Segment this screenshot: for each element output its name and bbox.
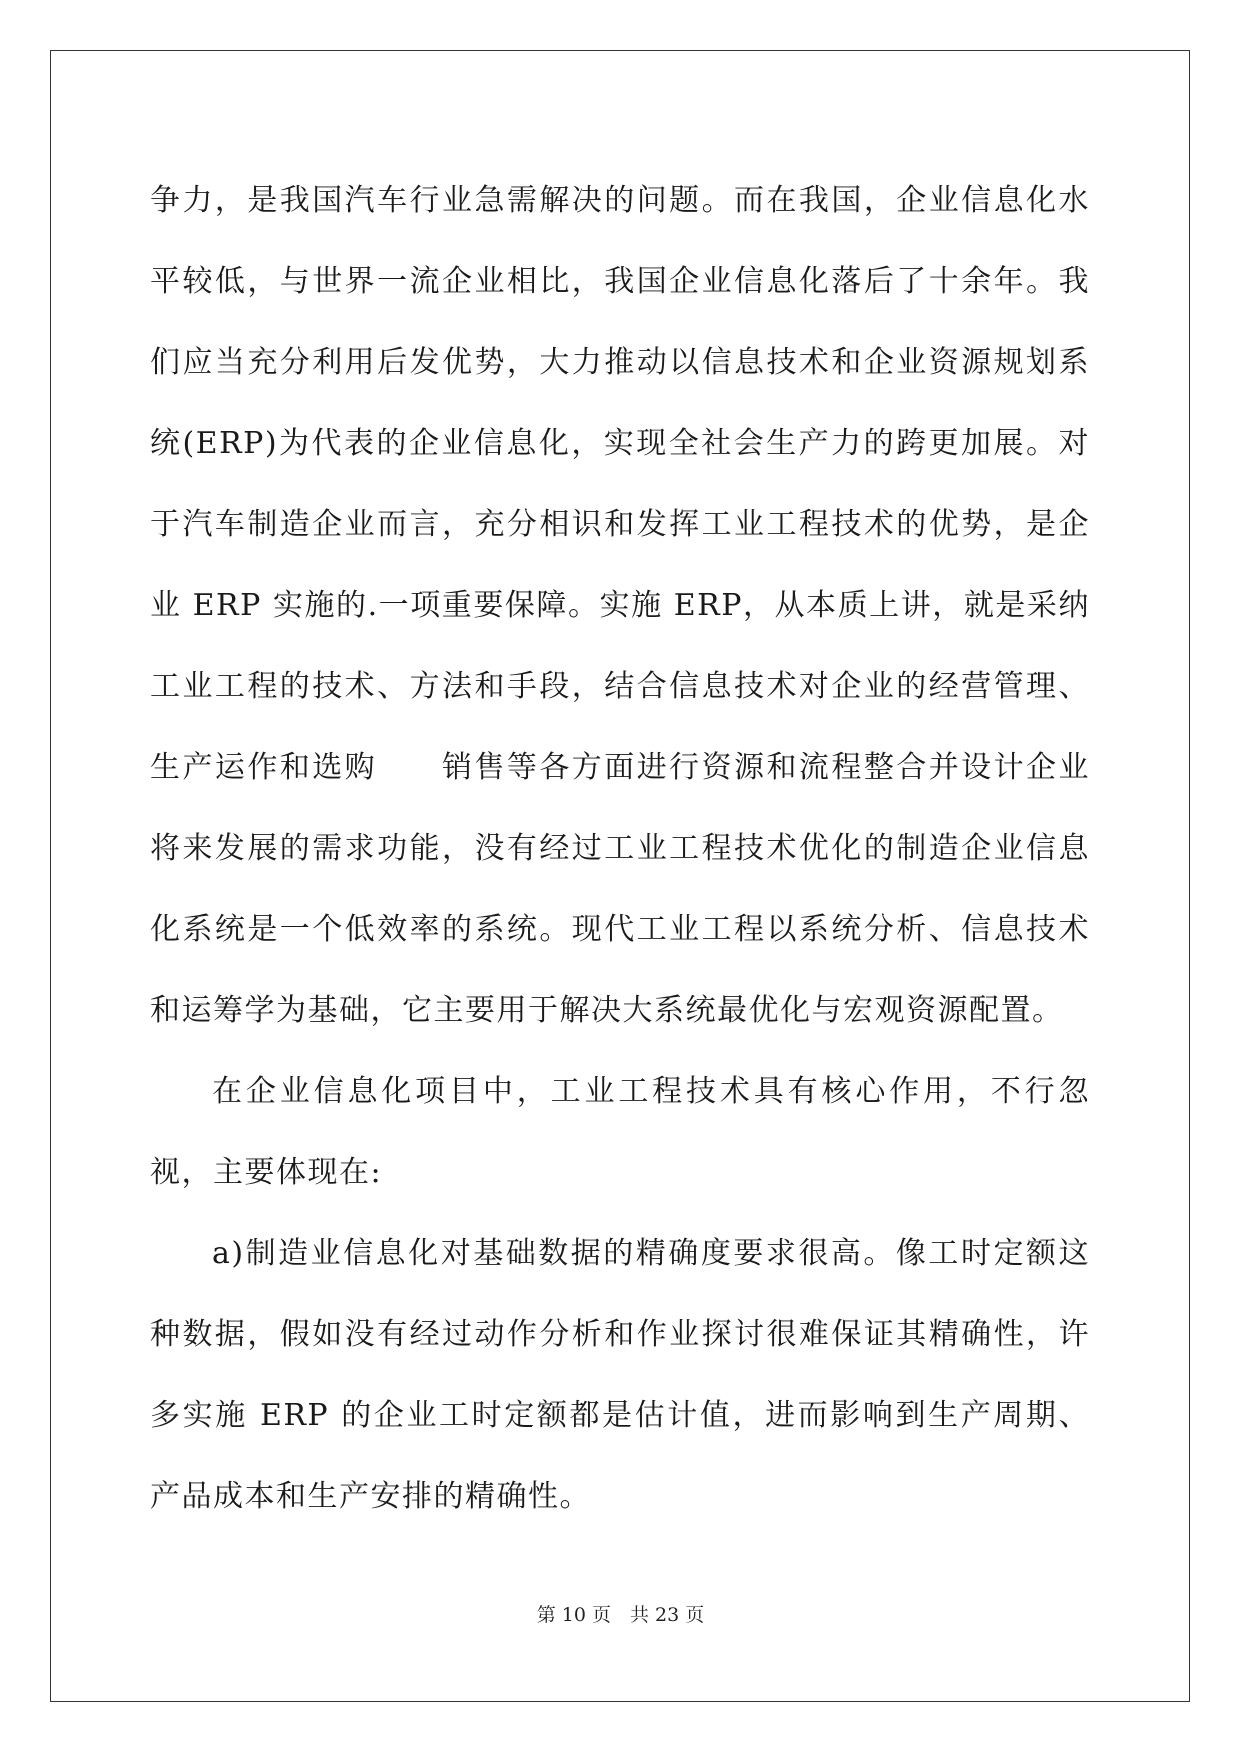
paragraph-1: 争力，是我国汽车行业急需解决的问题。而在我国，企业信息化水平较低，与世界一流企业相比，我国企业信息化落后了十余年。我们应当充分利用后发优势，大力推动以信息技术和企业资源规划系统(ERP)为代表的企业信息化，实现全社会生产力的跨更加展。对于汽车制造企业而言，充分相识和发挥工业工程技术的优势，是企业 ERP 实施的.一项重要保障。实施 ERP，从本质上讲，就是采纳工业工程的技术、方法和手段，结合信息技术对企业的经营管理、生产运作和选购 销售等各方面进行资源和流程整合并设计企业将来发展的需求功能，没有经过工业工程技术优化的制造企业信息化系统是一个低效率的系统。现代工业工程以系统分析、信息技术和运筹学为基础，它主要用于解决大系统最优化与宏观资源配置。 <box>150 183 1090 1028</box>
page-footer: 第 10 页 共 23 页 <box>536 1604 705 1626</box>
paragraph-3: a)制造业信息化对基础数据的精确度要求很高。像工时定额这种数据，假如没有经过动作分析和作业探讨很难保证其精确性，许多实施 ERP 的企业工时定额都是估计值，进而影响到生产周期、产品成本和生产安排的精确性。 <box>150 1236 1090 1514</box>
document-body <box>150 160 1090 1537</box>
paragraph-2: 在企业信息化项目中，工业工程技术具有核心作用，不行忽视，主要体现在: <box>150 1074 1090 1190</box>
